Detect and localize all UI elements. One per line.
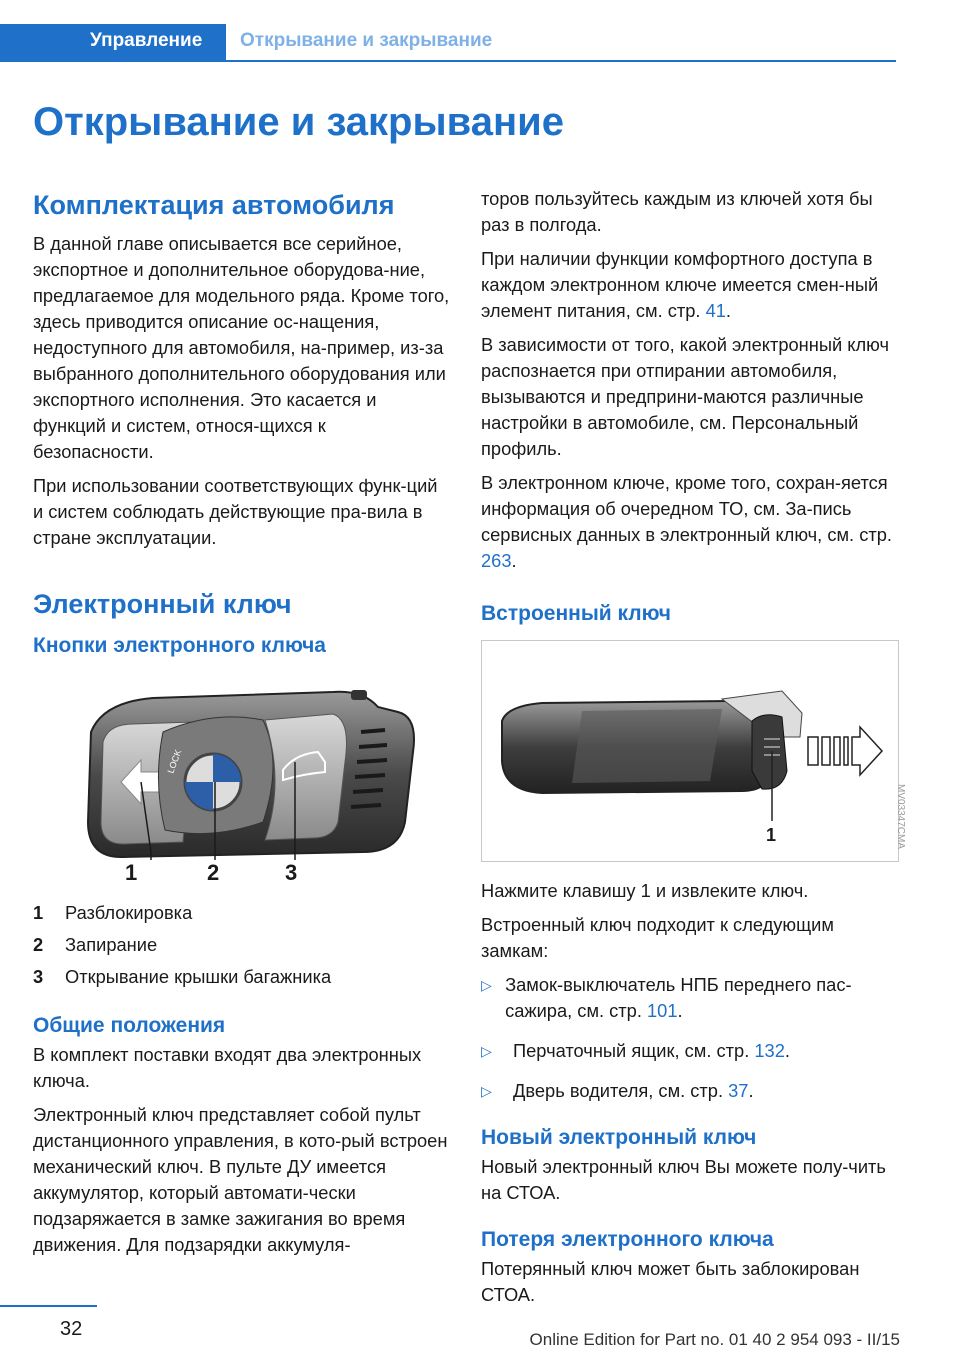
page-title: Открывание и закрывание <box>33 100 564 144</box>
paragraph: Встроенный ключ подходит к следующим замкам: <box>481 914 834 961</box>
button-legend <box>33 900 451 990</box>
page-link[interactable]: 101 <box>647 1000 678 1021</box>
list-item: ▷ Замок-выключатель НПБ переднего пас-сажира, см. стр. 101. <box>481 972 899 1024</box>
key-buttons-figure <box>33 662 451 892</box>
paragraph: торов пользуйтесь каждым из ключей хотя бы раз в полгода. <box>481 188 873 235</box>
left-column <box>33 190 451 1266</box>
list-item: ▷ Перчаточный ящик, см. стр. 132. <box>481 1038 899 1064</box>
paragraph: Электронный ключ представляет собой пульт дистанционного управления, в кото-рый встроен механический ключ. В пульте ДУ имеется аккумулятор, который автомати-чески подзаряжается в замке зажигания во время движения. Для подзарядки аккумуля- <box>33 1104 448 1255</box>
list-item: 1 Разблокировка <box>33 902 193 923</box>
builtin-key-figure <box>481 640 899 862</box>
page-link[interactable]: 263 <box>481 550 512 571</box>
paragraph: В зависимости от того, какой электронный ключ распознается при отпирании автомобиля, вызываются и предприни-маются различные настройки в автомобиле, см. Персональный профиль. <box>481 334 890 459</box>
heading-new-key: Новый электронный ключ <box>481 1126 757 1149</box>
page-link[interactable]: 132 <box>754 1040 785 1061</box>
paragraph: В данной главе описывается все серийное, экспортное и дополнительное оборудова-ние, предлагаемое для модельного ряда. Кроме того, здесь приводится описание ос-нащения, недоступного для автомобиля, на-пример, из-за выбранного дополнительного оборудования или экспортного исполнения. Это касается и функций и систем, относя-щихся к безопасности. <box>33 233 450 462</box>
list-item: 2 Запирание <box>33 934 158 955</box>
header-tab-opening[interactable]: Открывание и закрывание <box>240 30 493 51</box>
paragraph: В комплект поставки входят два электронных ключа. <box>33 1044 422 1091</box>
heading-lost-key: Потеря электронного ключа <box>481 1228 774 1251</box>
edition-note: Online Edition for Part no. 01 40 2 954 093 - II/15 <box>529 1330 900 1349</box>
page-number: 32 <box>60 1318 83 1340</box>
triangle-bullet-icon: ▷ <box>481 1083 492 1099</box>
figure-callout-2: 2 <box>207 860 220 885</box>
paragraph: При использовании соответствующих функ-ций и систем соблюдать действующие пра-вила в стране эксплуатации. <box>33 475 438 548</box>
header-line <box>226 60 896 62</box>
heading-electronic-key: Электронный ключ <box>33 589 292 619</box>
paragraph: Потерянный ключ может быть заблокирован СТОА. <box>481 1258 860 1305</box>
builtin-key-illustration <box>482 641 898 861</box>
header-tab-control[interactable]: Управление <box>90 30 203 51</box>
figure-callout-1: 1 <box>766 825 777 845</box>
key-fob-illustration <box>33 662 451 892</box>
figure-code: MV03347CMA <box>895 784 906 850</box>
figure-callout-1: 1 <box>125 860 138 885</box>
heading-key-buttons: Кнопки электронного ключа <box>33 634 326 657</box>
page-link[interactable]: 37 <box>728 1080 749 1101</box>
list-item: ▷ Дверь водителя, см. стр. 37. <box>481 1078 899 1104</box>
list-item: 3 Открывание крышки багажника <box>33 966 332 987</box>
heading-equipment: Комплектация автомобиля <box>33 190 395 220</box>
paragraph: При наличии функции комфортного доступа в каждом электронном ключе имеется смен-ный элемент питания, см. стр. 41. <box>481 248 879 321</box>
triangle-bullet-icon: ▷ <box>481 977 492 993</box>
paragraph: Новый электронный ключ Вы можете полу-чить на СТОА. <box>481 1156 886 1203</box>
page-link[interactable]: 41 <box>705 300 726 321</box>
figure-callout-3: 3 <box>285 860 298 885</box>
right-column <box>481 186 899 1316</box>
svg-text:LOCK: LOCK <box>165 748 184 775</box>
paragraph: Нажмите клавишу 1 и извлеките ключ. <box>481 880 809 901</box>
lock-list <box>481 972 899 1104</box>
triangle-bullet-icon: ▷ <box>481 1043 492 1059</box>
heading-general: Общие положения <box>33 1014 226 1037</box>
paragraph: В электронном ключе, кроме того, сохран-яется информация об очередном ТО, см. За-пись сервисных данных в электронный ключ, см. стр. 263. <box>481 472 892 571</box>
footer-line <box>0 1305 97 1307</box>
heading-builtin-key: Встроенный ключ <box>481 602 671 625</box>
